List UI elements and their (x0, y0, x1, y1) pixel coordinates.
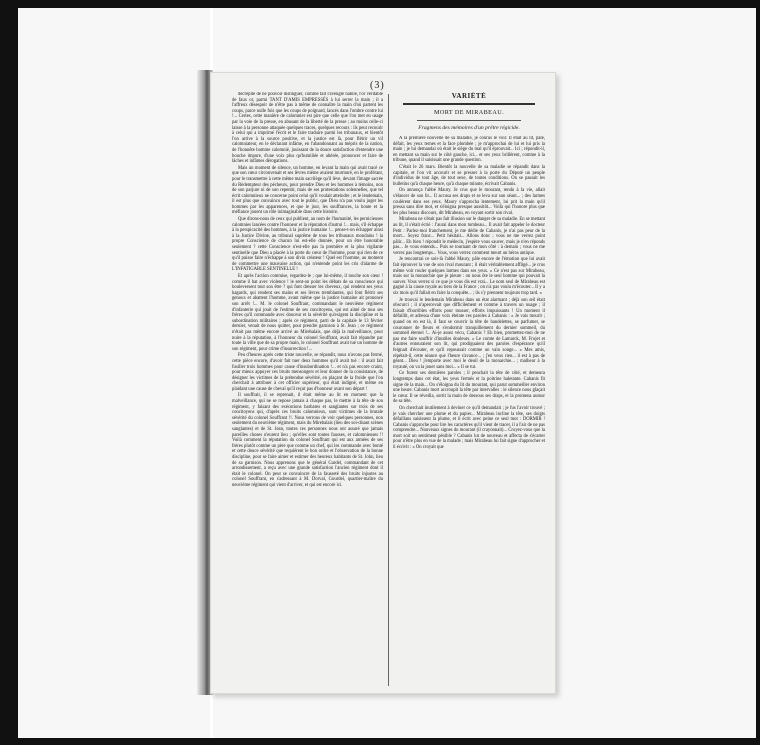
right-paragraph: A la première nouvelle de sa maladie, je courus le voir. Il était au lit, pâle, défait, les yeux ternes et la face plombée ; je m'approchai de lui et lui pris la main ; je lui demandai où était le siège du mal qu'il éprouvait... Ici ; répondit-il, en mettant sa main sur le côté gauche, ici... et ses yeux brillèrent, comme à la tribune, quand il saisissait une grande question. (393, 136, 545, 164)
right-column (393, 92, 545, 688)
right-paragraph: On annonça l'abbé Maury. Je crus que le mourant, rendu à la vie, allait s'élancer de son lit... Il accusa ses draps et se leva sur son séant... ; des larmes coulèrent dans ses yeux. Maury s'approcha lentement, lui prit la main qu'il pressa sans dire mot, et s'éloigna presque aussitôt... Voilà qui l'honore plus que les plus beaux discours, dit Mirabeau, en voyant sortir son rival. (393, 188, 545, 216)
article-title: MORT DE MIRABEAU. (433, 109, 505, 116)
left-paragraph: Peu d'heures après cette triste nouvelle, se répandit, nous n'avons pas fermé, cette pièce encore, d'avoir fait tuer deux hommes qu'il avait tué : il avait fait fusiller trois hommes pour cause d'insubordination !... et n'a pas encore craint, pour mieux appuyer ces bruits mensongers et leur donner de la consistance, de désigner les victimes de la prétendue sévérité, en plaçant de la froide que l'on cherchait à attribuer à cet officier supérieur, qui était indigné, et même en plaidant une cause de cheval qu'il reçut pas d'honneur avant son départ ! (232, 353, 383, 392)
right-paragraph: Je rencontrai ce soir-là l'abbé Maury, pâle encore de l'émotion que lui avait fait éprouver la vue de son rival mourant ; il était véritablement affligé... je crus même voir rouler quelques larmes dans ses yeux. « Ce n'est pas sur Mirabeau, mais sur la monarchie que je pleure : on nous ôte le seul homme qui pouvait la sauver. Vous verrez si ce que je vous dis est vrai... Le nom seul de Mirabeau est gagné à la cause royale au tiers de la France ; on n'a pas voulu m'écouter... Il y a six mois qu'il fallait en faire la conquête... ; ils s'y prennent toujours trop tard. » (393, 257, 545, 297)
section-heading: VARIÉTÉ (451, 92, 487, 100)
page-number: (3) (370, 80, 385, 91)
left-paragraph: Que dirons-nous de ceux qui publient, au nom de l'humanité, les pernicieuses calomnies lancées contre l'honneur et la réputation d'autrui !... mais, s'il échappe à la perspicacité des hommes, à la justice humaine !... pense-t-on échapper ainsi à la Justice Divine, au tribunal suprême de tous les tribunaux mondains ! la propre Conscience de chacun lui est-elle donnée, pour un être honorable seulement ? cette Conscience n'est-elle pas la première et la plus vigilante sentinelle que Dieu a placée à la porte du cœur de l'homme, pour qui rien de ce qu'il puisse faire n'échappe à son divin créateur ! Quel est l'homme, au moment de commettre une mauvaise action, qui n'entende point les cris d'alarme de L'INFATIGABLE SENTINELLE ! (232, 217, 383, 273)
heading-rule (403, 103, 535, 105)
article-body (393, 136, 545, 688)
left-column (232, 92, 383, 688)
column-divider (388, 94, 389, 686)
newspaper-page (210, 72, 556, 694)
title-rule (417, 120, 521, 121)
right-paragraph: Mirabeau ne s'était pas fait illusion sur le danger de sa maladie. En se mettant au lit, il s'était écrié : J'aurai dans mon tombeau... Il avait fait appeler le docteur Petit : Parlez-moi franchement, je me dédie de Cabanis, je n'ai pas peur de la mort... Soyez franc... Petit hésitait... Allons donc ; vous ne me verrez point pâlir... Eh bien ! répondit le médecin, j'espère vous sauver, mais je n'en réponds pas... Je vous entends... Puis se tournant de mon côté : à demain ; vous ne me verrez pas longtemps... Vous, vous verrez comment meurt un héros antique. (393, 217, 545, 256)
article-subtitle: Fragmens des mémoires d'un prêtre régicide. (418, 125, 520, 131)
left-paragraph: Mais un moment de silence, un homme, en levant la main qui avait tracé ce que son cœur circonvenait et ses lèvres même avaient murmuré, en le proférant, pour le transmettre à cette même main sacrilège qu'il lève, devant l'image sacrée du Rédempteur des pécheurs, pour prendre Dieu et les hommes à témoins, non de son parjure ni de son repentir, mais de ses protestations solennelles, que tel écrit calomnieux ne concerne point celui qu'il voulait atteindre ; et le lendemain, il est plus que convaincu avec tout le public, que Dieu n'a pas voulu juger les hommes par les apparences, et que le jour, les souffrances, la honte et la méfiance jouent un rôle inimaginable dans cette histoire. (232, 165, 383, 216)
right-paragraph: Je trouvai le lendemain Mirabeau dans un état alarmant ; déjà son œil était obscurci ; il n'apercevait que difficilement et comme à travers un nuage ; il faisait d'horribles efforts pour tousser, efforts impuissants ! Un moment il défaillit, et adressa d'une voix éteinte ces paroles à Cabanis : « Je vais mourir ; quand on en est là, il faut se couvrir la tête de bandelettes, se parfumer, se couronner de fleurs et s'endormir tranquillement du dernier sommeil, du sommeil éternel !... Ai-je assez vécu, Cabanis ? Eh bien, promettez-moi de ne pas me faire souffrir d'inutiles douleurs. » Le comte de Lamarck, M. Frojet et d'autres entouraient son lit, qui prodiguaient des paroles d'espérance qu'il feignait d'écouter, et qu'il repoussait comme un vain songe... « Mes amis, répétait-il, cette séance que l'heure s'avance... ; j'en veux rien... il est à pas de géant... Dieu ! j'emporte avec moi le deuil de la monarchie... ; malheur à la royauté, on va la jouer sans moi... » Il se tut. (393, 297, 545, 370)
right-paragraph: Ce furent ses dernières paroles ; il penchait la tête de côté, et demeura longtemps dans cet état, les yeux fermés et la poitrine haletante. Cabanis fit signe de la main... On s'éloigna du lit du mourant, qui parut sommeiller environ une heure. Cabanis mort accroupit la tête par intervalles : le silence nous glaçait le cœur. Il se réveilla, sortit la main de dessous ses draps, et la promena autour de sa tête. (393, 371, 545, 405)
right-paragraph: On cherchait inutilement à deviner ce qu'il demandait ; je fus l'avoir trouvé ; je vais chercher une plume et du papier... Mirabeau incline la tête, ses doigts défaillans saisissent la plume, et il écrit avec peine ce seul mot : DORMIR ! Cabanis s'approche pour lire les caractères qu'il vient de tracer, il a l'air de ne pas comprendre... Nouveaux signes du mourant (il crayonnait)... Croyez-vous que la mort soit un sentiment pénible ? Cabanis lut de nouveau et affecta de s'écarter pour n'être plus en vue de la malade ; mais Mirabeau lui fait signe d'approcher et il écrivit : « On croyait que (393, 405, 545, 451)
right-paragraph: C'était le 26 mars. Bientôt la nouvelle de sa maladie se répandit dans la capitale, et l'on vit accourir et se presser à la porte du Député un peuple d'individus de tout âge, de tout sexe, de toutes conditions. On se passait les bulletins qu'à chaque heure, qu'à chaque minute, écrivait Cabanis. (393, 164, 545, 187)
left-paragraph: Et après l'action commise, regardez-le ; que lui-même, il touche son cœur ! comme il bat avec violence ! le sent-on point les débats de sa conscience qui bouleversent tout son être ? qui font dresser les cheveux, qui rendent ses yeux hagards, qui rendent ses mains et ses lèvres tremblantes, qui font flétrir ses genoux et abattent l'homme, avant même que la justice humaine ait prononcé son arrêt !... M. le colonel Souffrant, commandant le neuvième régiment d'infanterie qui jouit de l'estime de ses concitoyens, qui est aimé de tous ses frères qu'il commande avec douceur et la sévérité qu'exigent la discipline et la subordination militaires ; après ce régiment, parti de la capitale le 13 février dernier, venait de nous quitter, pour prendre garnison à St. Jean ; ce régiment n'était pas même encore arrivé au Mirebalais, que déjà la malveillance, pour nuire à la réputation, à l'honneur du colonel Souffrant, avait fait répandre par toute la ville que de sa propre main, le colonel Souffrant avait tué un homme de son régiment, pour crime d'insurrection !... (232, 274, 383, 352)
left-paragraph: Il souffrait, il se reprenait, il était même au lit en moment que la malveillance, qui ne se repose jamais à chaque pas, le mettre à la tête de son régiment, y faisant des exécutions barbares et sanglantes sur trois de ses concitoyens qui, d'après ces bruits calomnieux, sont victimes de la brutale sévérité du colonel Souffrant !!. Nous verrons de voir quelques personnes, non seulement du neuvième régiment, mais du Mirebalais (lieu des soi-disant scènes sanglantes) et de St. Jean, toutes ces personnes nous ont assuré que jamais pareilles choses n'eurent lieu ; qu'elles sont toutes fausses, et calomnieuses !! Voilà comment la réputation du colonel Souffrant qui est aux armées de ses frères plutôt comme un père que comme un chef, qui les commande avec bonté et cette douce sévérité que requièrent le bon ordre et l'observation de la bonne discipline, pour se faire aimer et estimer des heureux habitants de St. John, lieu de sa garnison. Nous apprenons que le général Gardel, commandant de cet arrondissement, a reçu avec une grande satisfaction l'ancien régiment dont il était le colonel. On peut se convaincre de la fausseté des bruits injustes au colonel Souffrant, en s'adressant à M. Dorval, Gourdel, quartier-maître du neuvième régiment qui vient d'arriver, et qui est encore ici. (232, 393, 383, 488)
left-paragraph: décrépite de ne pouvoir distinguer, comme fait l'aveugle habile, l'or véritable de faux or, parmi TANT D'AMIS EMPRESSÉS à lui serrer la main ; il a l'affreux désespoir de n'être pas à même de connaître la main d'où partent les coups, parce nulle fois que les coups de poignard, lancés dans l'ombre contre lui !... Certes, cette manière de calomnier est pire que celle que l'on met en usage par la voie de la presse, en abusant de la liberté de la presse ; au moins celle-ci laisse à la personne attaquée quelques traces, quelques recours : ils peut recourir à celui qui a imprimé l'écrit et le faire traduire parmi les tribunaux, et bientôt l'on arrive à la source positive, et la justice est là, pour flétrir un vil calomniateur, en le déclarant infâme, en l'abandonnant au mépris de la nation, de l'honnête homme calomnié, jouissant de la douce satisfaction d'entendre une bouche impure, d'une voix plus qu'humiliée et altérée, prononcer et faire de lâches et infâmes dérogations. (232, 92, 383, 165)
